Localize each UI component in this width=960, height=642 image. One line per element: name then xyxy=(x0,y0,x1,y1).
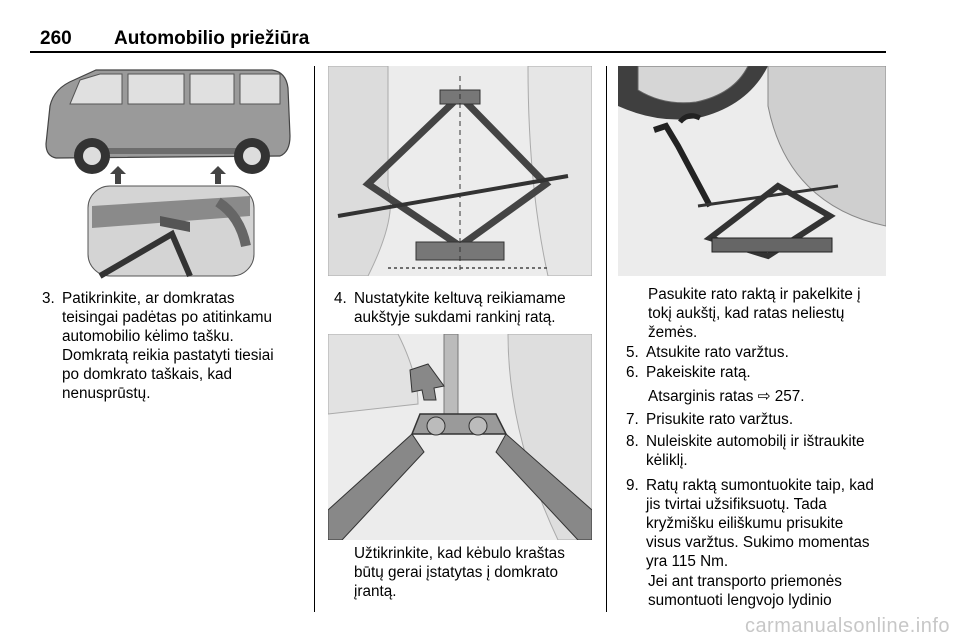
step-4-number: 4. xyxy=(334,290,347,307)
column-divider-2 xyxy=(606,66,607,612)
step-5-text: Atsukite rato varžtus. xyxy=(646,344,789,361)
van-jacking-points-illustration xyxy=(40,66,296,280)
step-7 xyxy=(626,410,888,430)
step-6 xyxy=(626,363,888,383)
step-3 xyxy=(42,289,310,409)
column-divider-1 xyxy=(314,66,315,612)
step-7-text: Prisukite rato varžtus. xyxy=(646,411,794,428)
step-4-text: Nustatykite keltuvą reikiamame aukštyje sukdami rankinį ratą. xyxy=(354,290,566,326)
step-9 xyxy=(626,476,888,572)
step-7-number: 7. xyxy=(626,411,639,428)
step-5 xyxy=(626,343,888,363)
step-5-number: 5. xyxy=(626,344,639,361)
step-8 xyxy=(626,432,888,472)
scissor-jack-raising-illustration xyxy=(328,66,592,276)
step-6-text: Pakeiskite ratą. xyxy=(646,364,751,381)
jack-head-seating-illustration xyxy=(328,334,592,540)
step-4 xyxy=(334,289,606,329)
step-4-note: Užtikrinkite, kad kėbulo kraštas būtų gerai įstatytas į domkrato įrantą. xyxy=(354,545,565,600)
van-jacking-points-svg xyxy=(40,66,296,280)
page-number: 260 xyxy=(40,28,72,49)
step-6-number: 6. xyxy=(626,364,639,381)
step-9-number: 9. xyxy=(626,477,639,494)
wheel-lift-svg xyxy=(618,66,886,276)
step-9-text: Ratų raktą sumontuokite taip, kad jis tvirtai užsifiksuotų. Tada kryžmišku eiliškumu prisukite visus varžtus. Sukimo momentas yra 115 Nm. xyxy=(646,477,874,570)
spare-wheel-ref-page[interactable]: 257. xyxy=(774,388,805,405)
section-title: Automobilio priežiūra xyxy=(114,28,310,49)
step-3-text: Patikrinkite, ar domkratas teisingai padėtas po atitinkamu automobilio kėlimo tašku. Domkratą reikia pastatyti tiesiai po domkrato taškais, kad nenusprūstų. xyxy=(62,290,274,402)
jack-head-svg xyxy=(328,334,592,540)
scissor-jack-svg xyxy=(328,66,592,276)
step-8-text: Nuleiskite automobilį ir ištraukite kėliklį. xyxy=(646,433,865,469)
spare-wheel-ref-text: Atsarginis ratas xyxy=(648,388,754,405)
header-rule xyxy=(30,51,886,53)
wheel-lift-illustration xyxy=(618,66,886,276)
lift-instruction: Pasukite rato raktą ir pakelkite į tokį aukštį, kad ratas neliestų žemės. xyxy=(648,286,861,341)
step-3-number: 3. xyxy=(42,290,55,307)
watermark: carmanualsonline.info xyxy=(744,615,950,637)
page-ref-arrow-icon: ⇨ xyxy=(757,388,771,405)
spare-wheel-reference xyxy=(648,387,888,407)
alloy-wheel-continuation: Jei ant transporto priemonės sumontuoti lengvojo lydinio xyxy=(648,573,842,609)
step-8-number: 8. xyxy=(626,433,639,450)
